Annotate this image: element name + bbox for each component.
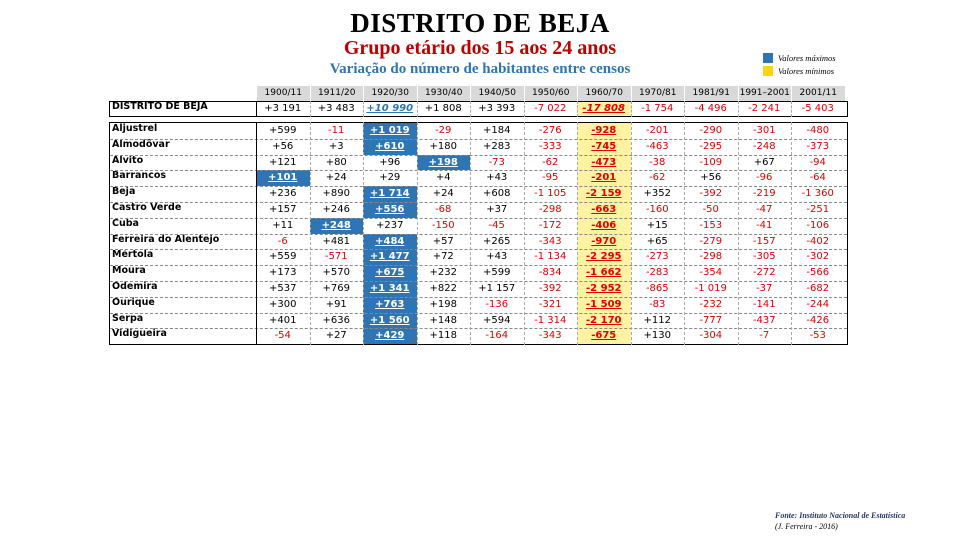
district-value: +1 808 [424, 103, 462, 114]
municipality-value: -219 [752, 188, 776, 200]
municipality-value: +559 [269, 251, 297, 263]
column-divider [791, 122, 792, 345]
municipality-value: -157 [752, 235, 776, 247]
municipality-value: -1 314 [534, 314, 567, 326]
municipality-value: +121 [269, 156, 297, 168]
district-value: +10 990 [366, 103, 414, 114]
municipality-value: -279 [699, 235, 723, 247]
column-divider [470, 101, 471, 117]
municipality-value: -29 [435, 125, 452, 136]
column-divider [470, 122, 471, 345]
municipality-value: -571 [324, 251, 348, 263]
municipality-value: -426 [806, 314, 830, 326]
municipality-value: +3 [328, 140, 344, 152]
municipality-name: Aljustrel [112, 123, 158, 134]
municipality-value: +1 560 [363, 313, 417, 329]
municipality-value: -373 [806, 140, 830, 152]
municipality-value: -68 [435, 204, 452, 215]
municipality-value: -745 [577, 139, 631, 155]
column-divider [524, 122, 525, 345]
municipality-value: +763 [363, 297, 417, 313]
municipality-value: -290 [699, 125, 723, 136]
column-header: 1981/91 [684, 86, 738, 101]
municipality-value: +283 [483, 140, 511, 152]
column-divider [577, 101, 578, 117]
column-divider [310, 101, 311, 117]
municipality-value: -1 509 [577, 297, 631, 313]
municipality-value: -141 [752, 298, 776, 310]
municipality-value: -106 [806, 219, 830, 231]
district-value: -17 808 [577, 101, 631, 116]
legend-min-swatch [763, 66, 773, 76]
district-value: -5 403 [801, 103, 834, 114]
municipality-name: Almodôvar [112, 138, 170, 150]
municipality-value: +112 [643, 314, 671, 326]
column-header: 1920/30 [363, 86, 417, 101]
municipality-value: +570 [322, 267, 350, 279]
municipality-value: -2 170 [577, 313, 631, 329]
municipality-value: -201 [577, 170, 631, 186]
municipality-value: +246 [322, 204, 350, 215]
municipality-value: +37 [486, 204, 508, 215]
municipality-name: Ourique [112, 296, 155, 308]
legend-min [763, 66, 834, 76]
municipality-value: -2 159 [577, 186, 631, 202]
municipality-value: -437 [752, 314, 776, 326]
municipality-value: -406 [577, 218, 631, 234]
municipality-value: -136 [485, 298, 509, 310]
legend-max-swatch [763, 53, 773, 63]
column-divider [524, 101, 525, 117]
municipality-name: Mértola [112, 249, 154, 261]
municipality-value: -94 [809, 156, 826, 168]
column-divider [738, 122, 739, 345]
municipality-value: +1 714 [363, 186, 417, 202]
municipality-value: -232 [699, 298, 723, 310]
municipality-value: -251 [806, 204, 830, 215]
municipality-value: -302 [806, 251, 830, 263]
municipality-value: -663 [577, 202, 631, 218]
author-note: (J. Ferreira - 2016) [775, 522, 838, 531]
column-header: 1940/50 [470, 86, 524, 101]
municipality-value: -675 [577, 328, 631, 344]
municipality-value: -1 134 [534, 251, 567, 263]
municipality-value: -47 [756, 204, 773, 215]
municipality-value: -172 [538, 219, 562, 231]
municipality-value: -1 662 [577, 265, 631, 281]
column-divider [577, 122, 578, 345]
column-divider [363, 122, 364, 345]
municipality-value: -392 [699, 188, 723, 200]
municipality-value: +890 [322, 188, 350, 200]
municipality-value: -298 [538, 204, 562, 215]
municipality-value: -1 019 [694, 283, 727, 294]
municipality-value: +43 [486, 172, 508, 184]
municipality-value: -473 [577, 155, 631, 171]
municipality-value: +80 [325, 156, 347, 168]
legend-min-label: Valores mínimos [778, 66, 835, 76]
municipality-name: Moura [112, 265, 146, 277]
municipality-value: +769 [322, 283, 350, 294]
municipality-value: -109 [699, 156, 723, 168]
municipality-value: -62 [542, 156, 559, 168]
municipality-value: -1 105 [534, 188, 567, 200]
municipality-value: +57 [432, 235, 454, 247]
municipality-value: +594 [483, 314, 511, 326]
district-name: DISTRITO DE BEJA [112, 101, 208, 112]
municipality-value: -1 360 [801, 188, 834, 200]
municipality-value: +15 [646, 219, 668, 231]
column-header: 1900/11 [256, 86, 310, 101]
municipality-value: -333 [538, 140, 562, 152]
municipality-value: -343 [538, 235, 562, 247]
column-divider [791, 101, 792, 117]
municipality-value: +65 [646, 235, 668, 247]
municipality-value: -96 [756, 172, 773, 184]
municipality-name: Odemira [112, 281, 158, 292]
municipality-value: +180 [429, 140, 457, 152]
municipality-value: -295 [699, 140, 723, 152]
municipality-value: -6 [277, 235, 288, 247]
municipality-value: -777 [699, 314, 723, 326]
municipality-value: +101 [256, 170, 310, 186]
municipality-value: -2 295 [577, 249, 631, 265]
municipality-value: +248 [310, 218, 364, 234]
column-divider [310, 122, 311, 345]
municipality-value: +198 [429, 298, 457, 310]
municipality-name: Ferreira do Alentejo [112, 233, 220, 245]
municipality-value: -244 [806, 298, 830, 310]
municipality-value: -54 [274, 330, 291, 342]
municipality-value: -343 [538, 330, 562, 342]
municipality-value: -153 [699, 219, 723, 231]
municipality-value: -164 [485, 330, 509, 342]
source-note: Fonte: Instituto Nacional de Estatística [775, 511, 906, 520]
municipality-value: -305 [752, 251, 776, 263]
municipality-value: +822 [429, 283, 457, 294]
column-divider [738, 101, 739, 117]
municipality-value: -7 [759, 330, 770, 342]
municipality-value: +401 [269, 314, 297, 326]
district-value: -4 496 [694, 103, 727, 114]
municipality-value: -160 [645, 204, 669, 215]
municipality-value: +157 [269, 204, 297, 215]
municipality-name: Castro Verde [112, 202, 182, 213]
district-value: +3 191 [264, 103, 302, 114]
municipality-value: +429 [363, 328, 417, 344]
municipality-value: -402 [806, 235, 830, 247]
municipality-value: +24 [432, 188, 454, 200]
municipality-value: -62 [649, 172, 666, 184]
municipality-value: -37 [756, 283, 773, 294]
column-header: 1930/40 [417, 86, 471, 101]
municipality-value: +237 [376, 219, 404, 231]
column-divider [256, 101, 257, 117]
municipality-name: Serpa [112, 312, 144, 324]
municipality-value: -64 [809, 172, 826, 184]
municipality-value: -45 [488, 219, 505, 231]
page-subtitle: Grupo etário dos 15 aos 24 anos [343, 37, 617, 59]
municipality-value: +1 157 [478, 283, 516, 294]
municipality-value: +484 [363, 234, 417, 250]
municipality-value: -928 [577, 123, 631, 139]
municipality-value: +43 [486, 251, 508, 263]
column-divider [631, 101, 632, 117]
municipality-value: +96 [379, 156, 401, 168]
municipality-value: -41 [756, 219, 773, 231]
municipality-value: -150 [431, 219, 455, 231]
municipality-value: +148 [429, 314, 457, 326]
municipality-value: +173 [269, 267, 297, 279]
municipality-name: Alvito [112, 154, 144, 166]
municipality-value: -865 [645, 283, 669, 294]
municipality-value: +184 [483, 125, 511, 136]
municipality-value: -682 [806, 283, 830, 294]
municipality-value: -248 [752, 140, 776, 152]
municipality-value: -201 [645, 125, 669, 136]
column-divider [684, 101, 685, 117]
municipality-value: +11 [272, 219, 294, 231]
municipality-value: +236 [269, 188, 297, 200]
legend-max [763, 53, 836, 63]
municipality-value: -95 [542, 172, 559, 184]
municipality-value: -566 [806, 267, 830, 279]
municipality-value: +27 [325, 330, 347, 342]
page-title: DISTRITO DE BEJA [350, 8, 610, 38]
column-divider [417, 122, 418, 345]
legend-max-label: Valores máximos [778, 53, 836, 63]
municipality-value: -301 [752, 125, 776, 136]
municipality-value: +610 [363, 139, 417, 155]
municipality-value: -73 [488, 156, 505, 168]
page-subtitle-2: Variação do número de habitantes entre censos [329, 61, 631, 77]
municipality-value: -2 952 [577, 281, 631, 297]
municipality-value: -354 [699, 267, 723, 279]
municipality-value: +636 [322, 314, 350, 326]
municipality-value: -38 [649, 156, 666, 168]
municipality-value: +56 [272, 140, 294, 152]
district-value: +3 483 [317, 103, 355, 114]
municipality-value: -272 [752, 267, 776, 279]
district-value: -2 241 [748, 103, 781, 114]
municipality-value: -480 [806, 125, 830, 136]
municipality-value: +29 [379, 172, 401, 184]
district-value: -1 754 [641, 103, 674, 114]
district-value: +3 393 [478, 103, 516, 114]
column-header: 1950/60 [524, 86, 578, 101]
column-divider [256, 122, 257, 345]
municipality-value: -50 [702, 204, 719, 215]
municipality-value: +608 [483, 188, 511, 200]
municipality-value: +1 019 [363, 123, 417, 139]
column-divider [631, 122, 632, 345]
municipality-value: -304 [699, 330, 723, 342]
column-header: 1970/81 [631, 86, 685, 101]
municipality-value: +232 [429, 267, 457, 279]
municipality-value: +537 [269, 283, 297, 294]
municipality-value: +130 [643, 330, 671, 342]
column-header: 1991–2001 [738, 86, 792, 101]
column-divider [363, 101, 364, 117]
municipality-value: +4 [435, 172, 451, 184]
municipality-name: Beja [112, 186, 136, 198]
municipality-name: Cuba [112, 217, 139, 229]
municipality-name: Vidigueira [112, 328, 167, 340]
municipality-value: +481 [322, 235, 350, 247]
table-header-corner [109, 86, 256, 101]
municipality-value: +198 [417, 155, 471, 171]
municipality-value: -283 [645, 267, 669, 279]
municipality-value: +24 [325, 172, 347, 184]
column-header: 1960/70 [577, 86, 631, 101]
municipality-value: +675 [363, 265, 417, 281]
municipality-value: +300 [269, 298, 297, 310]
municipality-value: +91 [325, 298, 347, 310]
municipality-value: -53 [809, 330, 826, 342]
municipality-value: +118 [429, 330, 457, 342]
municipality-value: +599 [483, 267, 511, 279]
municipality-value: +556 [363, 202, 417, 218]
municipality-value: -298 [699, 251, 723, 263]
municipality-value: +1 341 [363, 281, 417, 297]
municipality-value: -83 [649, 298, 666, 310]
column-divider [417, 101, 418, 117]
municipality-name: Barrancos [112, 170, 167, 182]
column-divider [684, 122, 685, 345]
municipality-value: -970 [577, 234, 631, 250]
municipality-value: +1 477 [363, 249, 417, 265]
municipality-value: -276 [538, 125, 562, 136]
municipality-value: -11 [328, 125, 345, 136]
municipality-value: +352 [643, 188, 671, 200]
municipality-value: -834 [538, 267, 562, 279]
municipality-value: -392 [538, 283, 562, 294]
municipality-value: +72 [432, 251, 454, 263]
column-header: 2001/11 [791, 86, 845, 101]
municipality-value: -273 [645, 251, 669, 263]
municipality-value: +56 [700, 172, 722, 184]
municipality-value: -463 [645, 140, 669, 152]
table-header-row [109, 86, 845, 101]
district-value: -7 022 [534, 103, 567, 114]
municipality-value: +599 [269, 125, 297, 136]
municipality-value: +67 [753, 156, 775, 168]
column-header: 1911/20 [310, 86, 364, 101]
municipality-value: +265 [483, 235, 511, 247]
municipality-value: -321 [538, 298, 562, 310]
